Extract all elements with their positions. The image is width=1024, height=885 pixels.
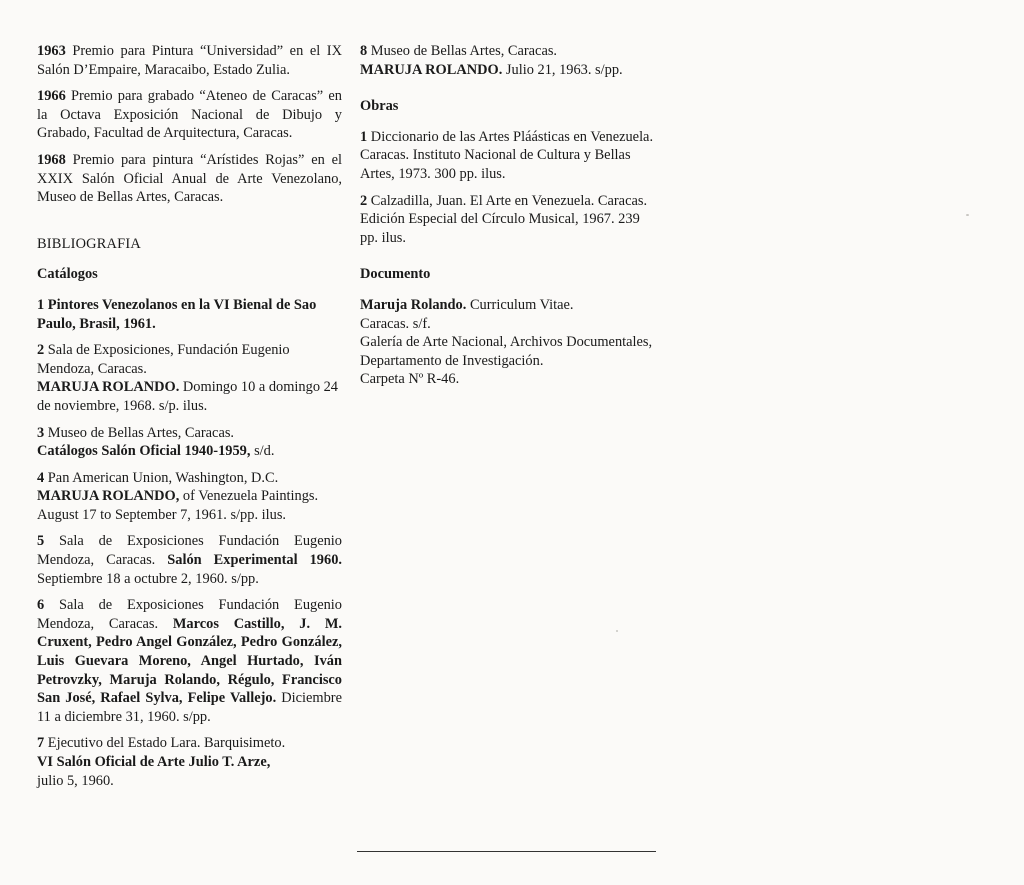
award-year: 1966 — [37, 88, 66, 105]
left-column — [37, 42, 342, 798]
entry-text: Diciembre 11 a diciembre 31, 1960. s/pp. — [37, 690, 342, 725]
obra-entry-2 — [360, 192, 660, 248]
catalog-entry-7 — [37, 734, 342, 790]
award-text: Premio para Pintura “Universidad” en el IX Salón D’Empaire, Maracaibo, Estado Zulia. — [37, 43, 342, 78]
entry-text: s/d. — [250, 443, 275, 460]
entry-text: Sala de Exposiciones Fundación Eugenio Mendoza, Caracas. — [37, 597, 342, 632]
catalog-entry-5 — [37, 532, 342, 588]
entry-number: 7 — [37, 735, 45, 752]
entry-text: Carpeta Nº R-46. — [360, 371, 460, 388]
entry-text: of Venezuela Paintings. August 17 to September 7, 1961. s/pp. ilus. — [37, 488, 319, 523]
entry-text: Museo de Bellas Artes, Caracas. — [44, 424, 235, 441]
entry-number: 6 — [37, 597, 45, 614]
right-column — [360, 42, 660, 397]
award-year: 1968 — [37, 151, 66, 168]
entry-number: 2 — [360, 192, 368, 209]
entry-title: VI Salón Oficial de Arte Julio T. Arze, — [37, 754, 271, 770]
entry-title: MARUJA ROLANDO. — [37, 379, 180, 396]
entry-title: Pintores Venezolanos en la VI Bienal de Sao Paulo, Brasil, 1961. — [37, 296, 317, 332]
entry-text: Ejecutivo del Estado Lara. Barquisimeto. — [44, 735, 286, 752]
entry-number: 8 — [360, 43, 368, 59]
entry-title: Catálogos Salón Oficial 1940-1959, — [37, 443, 251, 460]
entry-number: 4 — [37, 469, 45, 486]
entry-text: Julio 21, 1963. s/pp. — [502, 61, 623, 78]
entry-text: Galería de Arte Nacional, Archivos Documentales, Departamento de Investigación. — [360, 334, 653, 369]
award-entry — [37, 87, 342, 143]
paper-speck — [966, 214, 969, 216]
entry-number: 1 — [37, 296, 45, 313]
award-text: Premio para pintura “Arístides Rojas” en el XXIX Salón Oficial Anual de Arte Venezolano, Museo de Bellas Artes, Caracas. — [37, 151, 342, 206]
entry-text: julio 5, 1960. — [37, 772, 114, 789]
entry-text: Domingo 10 a domingo 24 de noviembre, 1968. s/p. ilus. — [37, 379, 339, 414]
documento-heading: Documento — [360, 266, 431, 283]
entry-title: MARUJA ROLANDO, — [37, 488, 180, 505]
catalog-entry-6 — [37, 596, 342, 726]
entry-text: Sala de Exposiciones, Fundación Eugenio Mendoza, Caracas. — [37, 342, 290, 377]
entry-text: Caracas. s/f. — [360, 315, 431, 332]
entry-title: Maruja Rolando. — [360, 296, 467, 313]
catalog-entry-1 — [37, 296, 342, 333]
entry-text: Curriculum Vitae. — [466, 296, 574, 313]
award-year: 1963 — [37, 43, 66, 59]
entry-number: 3 — [37, 424, 45, 441]
catalog-entry-4 — [37, 469, 342, 525]
obra-entry-1 — [360, 128, 660, 184]
obras-heading: Obras — [360, 98, 399, 115]
entry-title: MARUJA ROLANDO. — [360, 61, 503, 78]
footnote-rule — [357, 851, 656, 852]
award-entry — [37, 151, 342, 207]
catalog-entry-2 — [37, 341, 342, 415]
bibliography-heading: BIBLIOGRAFIA — [37, 235, 141, 252]
entry-text: Diccionario de las Artes Pláásticas en Venezuela. Caracas. Instituto Nacional de Cultura y Bellas Artes, 1973. 300 pp. ilus. — [360, 128, 654, 182]
award-entry — [37, 42, 342, 79]
catalogos-heading: Catálogos — [37, 266, 98, 283]
entry-title: Marcos Castillo, J. M. Cruxent, Pedro Angel González, Pedro González, Luis Guevara Moreno, Angel Hurtado, Iván Petrovzky, Maruja Rolando, Régulo, Francisco San José, Rafael Sylva, Felipe Vallejo. — [37, 615, 342, 707]
catalog-entry-3 — [37, 424, 342, 461]
entry-text: Pan American Union, Washington, D.C. — [44, 469, 279, 486]
entry-number: 5 — [37, 533, 45, 550]
catalog-entry-8 — [360, 42, 660, 79]
entry-text: Calzadilla, Juan. El Arte en Venezuela. Caracas. Edición Especial del Círculo Musical, 1967. 239 pp. ilus. — [360, 192, 648, 246]
award-text: Premio para grabado “Ateneo de Caracas” en la Octava Exposición Nacional de Dibujo y Grabado, Facultad de Arquitectura, Caracas. — [37, 88, 342, 142]
paper-speck — [616, 630, 618, 632]
entry-text: Museo de Bellas Artes, Caracas. — [367, 43, 558, 59]
entry-title: Salón Experimental 1960. — [167, 552, 342, 569]
entry-number: 2 — [37, 342, 45, 359]
entry-text: Septiembre 18 a octubre 2, 1960. s/pp. — [37, 570, 259, 587]
documento-entry — [360, 296, 660, 389]
entry-number: 1 — [360, 128, 368, 145]
entry-text: Sala de Exposiciones Fundación Eugenio Mendoza, Caracas. — [37, 533, 342, 569]
